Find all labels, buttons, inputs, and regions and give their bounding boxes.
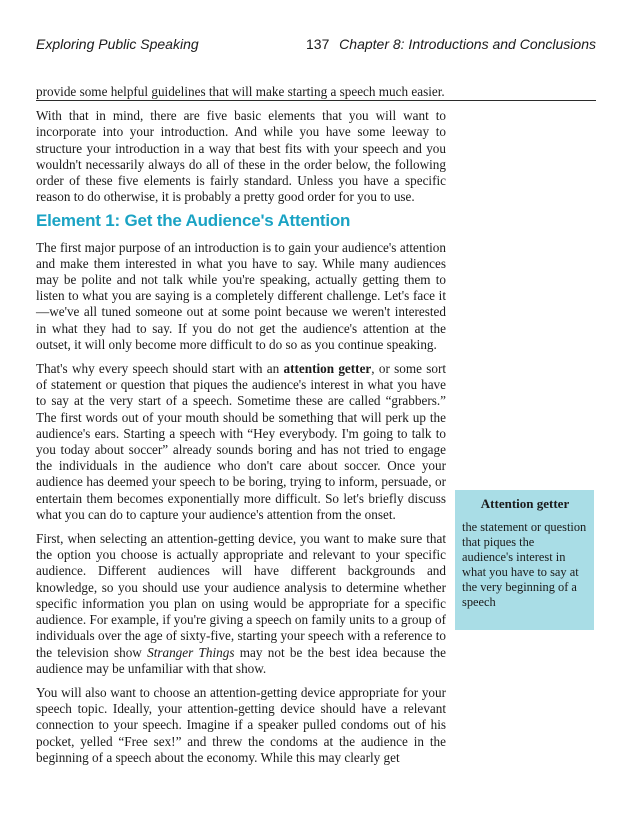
page-number: 137 (306, 36, 330, 52)
page-header (36, 36, 596, 56)
text-run: , or some sort of statement or question that piques the audience's interest in what you have to say at the very start of a speech. Sometime these are called “grabbers.” The first words out of your mouth should be something that will perk up the audience's ears. Starting a speech with “Hey everybody. I'm going to talk to you today about soccer” already sounds boring and has not tried to engage the individuals in the audience who don't care about soccer. Once your audience has deemed your speech to be boring, trying to inform, persuade, or entertain them becomes exponentially more difficult. So let's briefly discuss what you can do to capture your audience's attention from the onset. (36, 361, 447, 522)
paragraph: provide some helpful guidelines that will make starting a speech much easier. (36, 84, 445, 99)
main-text-column (36, 84, 446, 774)
text-run: First, when selecting an attention-getting device, you want to make sure that the option you choose is actually appropriate and relevant to your specific audience. Different audiences will have different backgrounds and knowledge, so you should use your audience analysis to determine whether specific information you plan on using would be appropriate for a specific audience. For example, if you're giving a speech on family units to a group of individuals over the age of sixty-five, starting your speech with a reference to the television show (36, 531, 446, 660)
paragraph: With that in mind, there are five basic elements that you will want to incorporate into your introduction. And while you have some leeway to structure your introduction in a way that best fits with your speech and you wouldn't necessarily always do all of these in the order below, the following order of these five elements is fairly standard. Unless you have a specific reason to do otherwise, it is probably a pretty good order for you to use. (36, 108, 446, 205)
show-title: Stranger Things (147, 644, 235, 660)
text-run: may not be the best idea because the audience may be unfamiliar with that show. (36, 644, 446, 676)
paragraph (36, 361, 446, 523)
glossary-term: Attention getter (480, 496, 570, 511)
paragraph: You will also want to choose an attention-getting device appropriate for your speech topic. Ideally, your attention-getting device should have a relevant connection to your speech. Imagine if a speaker pulled condoms out of his pocket, yelled “Free sex!” and threw the condoms at the audience in the beginning of a speech about the economy. While this may clearly get (36, 684, 446, 765)
glossary-sidebar (455, 490, 594, 630)
glossary-definition: the statement or question that piques the audience's interest in what you have to say at the very beginning of a speech (462, 520, 587, 609)
section-heading: Element 1: Get the Audience's Attention (36, 211, 351, 231)
paragraph: The first major purpose of an introduction is to gain your audience's attention and make them interested in what you have to say. While many audiences may be polite and not talk while you're speaking, actually getting them to listen to what you are saying is a completely different challenge. Let's face it—we've all tuned someone out at some point because we weren't interested in what they had to say. If you do not get the audience's attention at the outset, it will only become more difficult to do so as you continue speaking. (36, 239, 446, 352)
key-term: attention getter (283, 361, 372, 377)
book-title: Exploring Public Speaking (36, 36, 199, 52)
text-run: That's why every speech should start with an (36, 361, 284, 377)
chapter-title: Chapter 8: Introductions and Conclusions (339, 36, 596, 52)
paragraph (36, 531, 446, 677)
